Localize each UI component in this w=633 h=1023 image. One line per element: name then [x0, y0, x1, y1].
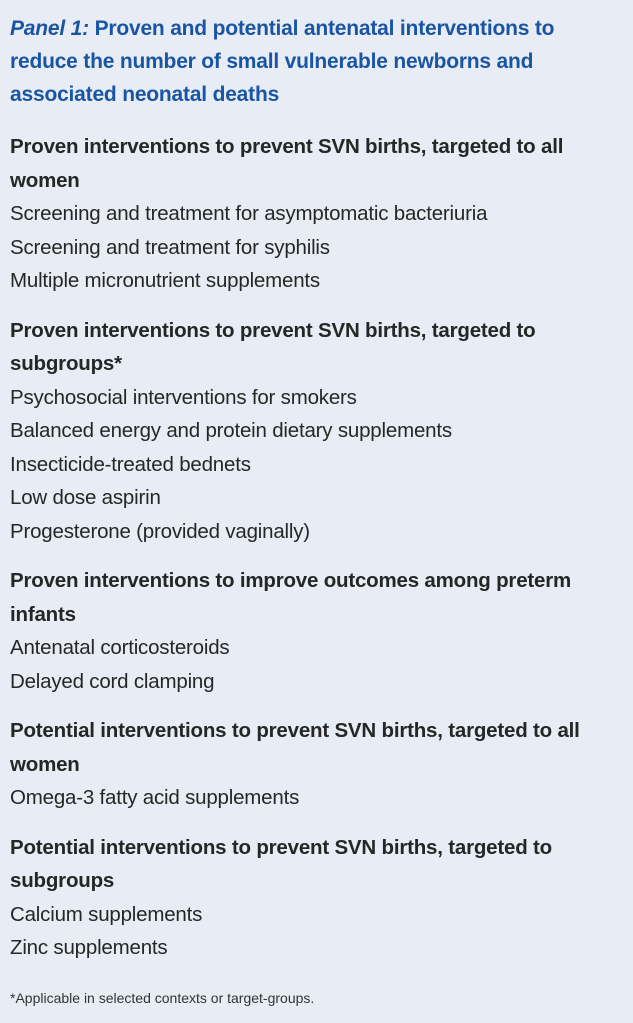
intervention-item: Zinc supplements	[10, 936, 168, 959]
section	[10, 130, 623, 298]
section	[10, 564, 623, 698]
intervention-item: Multiple micronutrient supplements	[10, 269, 320, 292]
intervention-list	[10, 898, 623, 965]
section	[10, 314, 623, 549]
intervention-item: Psychosocial interventions for smokers	[10, 385, 357, 409]
intervention-item: Delayed cord clamping	[10, 669, 215, 693]
intervention-item: Omega-3 fatty acid supplements	[10, 786, 300, 809]
section-heading: Potential interventions to prevent SVN births, targeted to all women	[10, 719, 580, 776]
intervention-item: Antenatal corticosteroids	[10, 636, 230, 659]
section	[10, 831, 623, 965]
panel-label: Panel 1:	[10, 17, 89, 40]
sections-container	[10, 130, 623, 965]
intervention-item: Screening and treatment for syphilis	[10, 235, 330, 259]
section	[10, 714, 623, 815]
section-heading: Proven interventions to improve outcomes among preterm infants	[10, 569, 572, 626]
intervention-item: Low dose aspirin	[10, 486, 161, 509]
section-heading: Proven interventions to prevent SVN births, targeted to subgroups*	[10, 318, 536, 375]
intervention-list	[10, 197, 623, 298]
intervention-item: Balanced energy and protein dietary supplements	[10, 419, 452, 442]
intervention-item: Calcium supplements	[10, 902, 203, 926]
intervention-list	[10, 381, 623, 549]
intervention-list	[10, 631, 623, 698]
intervention-item: Insecticide-treated bednets	[10, 452, 251, 476]
intervention-list	[10, 781, 623, 815]
panel-title-text: Proven and potential antenatal interventions to reduce the number of small vulnerable newborns and associated neonatal deaths	[10, 17, 555, 106]
footnote: *Applicable in selected contexts or target-groups.	[10, 990, 315, 1006]
intervention-item: Progesterone (provided vaginally)	[10, 519, 310, 543]
section-heading: Potential interventions to prevent SVN births, targeted to subgroups	[10, 835, 552, 892]
intervention-item: Screening and treatment for asymptomatic bacteriuria	[10, 202, 488, 225]
section-heading: Proven interventions to prevent SVN births, targeted to all women	[10, 135, 564, 192]
panel-title	[10, 12, 623, 111]
